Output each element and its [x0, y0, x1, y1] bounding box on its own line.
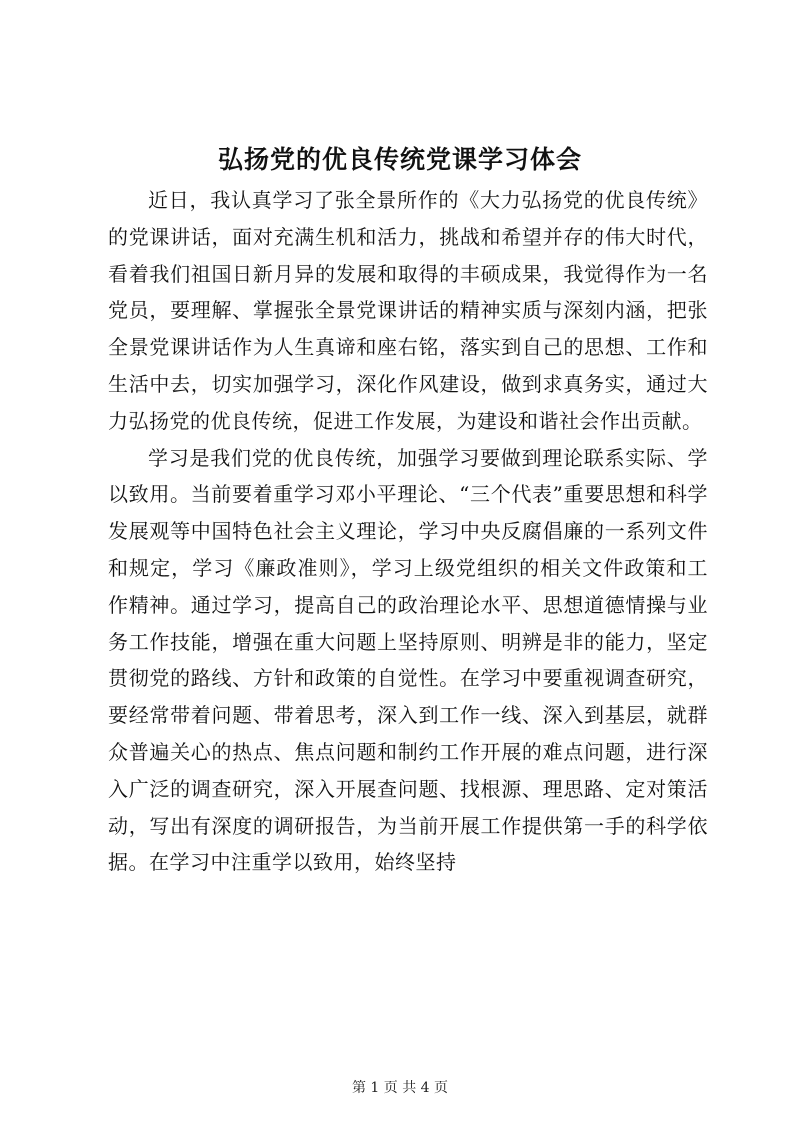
page-footer: 第 1 页 共 4 页 — [351, 1080, 449, 1096]
document-title: 弘扬党的优良传统党课学习体会 — [217, 145, 582, 174]
body-paragraph-1: 近日，我认真学习了张全景所作的《大力弘扬党的优良传统》的党课讲话，面对充满生机和活力，挑战和希望并存的伟大时代，看着我们祖国日新月异的发展和取得的丰硕成果，我觉得作为一名党员，要理解、掌握张全景党课讲话的精神实质与深刻内涵，把张全景党课讲话作为人生真谛和座右铭，落实到自己的思想、工作和生活中去，切实加强学习，深化作风建设，做到求真务实，通过大力弘扬党的优良传统，促进工作发展，为建设和谐社会作出贡献。 — [108, 188, 708, 433]
document-body — [108, 182, 708, 881]
body-paragraph-2: 学习是我们党的优良传统，加强学习要做到理论联系实际、学以致用。当前要着重学习邓小平理论、“三个代表”重要思想和科学发展观等中国特色社会主义理论，学习中央反腐倡廉的一系列文件和规定，学习《廉政准则》，学习上级党组织的相关文件政策和工作精神。通过学习，提高自己的政治理论水平、思想道德情操与业务工作技能，增强在重大问题上坚持原则、明辨是非的能力，坚定贯彻党的路线、方针和政策的自觉性。在学习中要重视调查研究，要经常带着问题、带着思考，深入到工作一线、深入到基层，就群众普遍关心的热点、焦点问题和制约工作开展的难点问题，进行深入广泛的调查研究，深入开展查问题、找根源、理思路、定对策活动，写出有深度的调研报告，为当前开展工作提供第一手的科学依据。在学习中注重学以致用，始终坚持 — [108, 445, 708, 875]
